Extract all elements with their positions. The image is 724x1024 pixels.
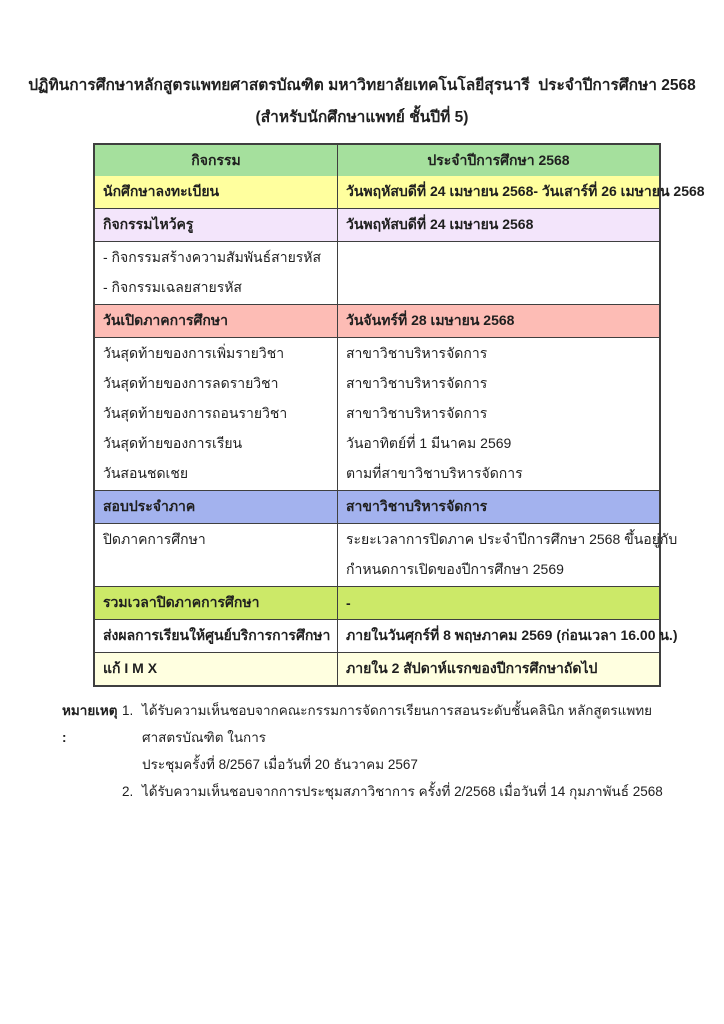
activity-cell: [95, 620, 337, 652]
note-text-line: ประชุมครั้งที่ 8/2567 เมื่อวันที่ 20 ธันวาคม 2567: [142, 757, 418, 773]
value-line: ตามที่สาขาวิชาบริหารจัดการ: [346, 465, 523, 482]
activity-line: นักศึกษาลงทะเบียน: [103, 183, 220, 200]
activity-cell: [95, 653, 337, 685]
activity-line: ส่งผลการเรียนให้ศูนย์บริการการศึกษา: [103, 627, 331, 644]
note-text-line: ได้รับความเห็นชอบจากคณะกรรมการจัดการเรียนการสอนระดับชั้นคลินิก หลักสูตรแพทยศาสตรบัณฑิต ในการ: [142, 703, 653, 746]
activity-line: วันสอนชดเชย: [103, 465, 189, 482]
table-row: [95, 490, 659, 523]
value-cell: [337, 242, 659, 304]
note-number: 2.: [122, 784, 134, 800]
value-line: สาขาวิชาบริหารจัดการ: [346, 345, 488, 362]
activity-cell: [95, 305, 337, 337]
value-line: สาขาวิชาบริหารจัดการ: [346, 498, 488, 515]
table-row: [95, 523, 678, 586]
value-line: วันพฤหัสบดีที่ 24 เมษายน 2568- วันเสาร์ที่ 26 เมษายน 2568: [346, 183, 705, 200]
activity-cell: [95, 491, 337, 523]
notes-label: หมายเหตุ :: [62, 703, 118, 746]
value-line: สาขาวิชาบริหารจัดการ: [346, 375, 488, 392]
value-cell: [337, 209, 659, 241]
header-value-label: ประจำปีการศึกษา 2568: [427, 151, 570, 168]
activity-line: วันสุดท้ายของการลดรายวิชา: [103, 375, 279, 392]
value-line: ภายในวันศุกร์ที่ 8 พฤษภาคม 2569 (ก่อนเวลา 16.00 น.): [346, 627, 678, 644]
activity-line: สอบประจำภาค: [103, 498, 196, 515]
table-row: [95, 337, 659, 490]
page-title: ปฏิทินการศึกษาหลักสูตรแพทยศาสตรบัณฑิต มหาวิทยาลัยเทคโนโลยีสุรนารี ประจำปีการศึกษา 2568: [28, 77, 696, 94]
value-line: ภายใน 2 สัปดาห์แรกของปีการศึกษาถัดไป: [346, 660, 598, 677]
activity-line: แก้ I M X: [103, 660, 158, 677]
table-header-row: [95, 145, 659, 176]
value-cell: [337, 338, 659, 490]
page-subtitle: (สำหรับนักศึกษาแพทย์ ชั้นปีที่ 5): [255, 109, 469, 127]
activity-line: - กิจกรรมสร้างความสัมพันธ์สายรหัส: [103, 249, 322, 266]
activity-line: วันสุดท้ายของการถอนรายวิชา: [103, 405, 288, 422]
activity-line: วันเปิดภาคการศึกษา: [103, 312, 228, 329]
value-line: สาขาวิชาบริหารจัดการ: [346, 405, 488, 422]
calendar-table-body: [95, 176, 705, 685]
activity-line: - กิจกรรมเฉลยสายรหัส: [103, 279, 242, 296]
activity-line: วันสุดท้ายของการเรียน: [103, 435, 243, 452]
activity-cell: [95, 176, 337, 208]
activity-line: วันสุดท้ายของการเพิ่มรายวิชา: [103, 345, 285, 362]
table-row: [95, 304, 659, 337]
value-line: -: [346, 595, 351, 612]
notes-section: [62, 697, 682, 805]
activity-cell: [95, 587, 337, 619]
table-row: [95, 652, 659, 685]
table-row: [95, 586, 659, 619]
table-row: [95, 208, 659, 241]
value-cell: [337, 653, 659, 685]
value-cell: [337, 524, 685, 586]
header-activity-label: กิจกรรม: [191, 151, 241, 168]
notes-label: [62, 778, 122, 805]
activity-cell: [95, 209, 337, 241]
table-row: [95, 619, 678, 652]
note-number: 1.: [122, 703, 134, 719]
activity-cell: [95, 524, 337, 586]
activity-line: กิจกรรมไหว้ครู: [103, 216, 194, 233]
value-line: วันจันทร์ที่ 28 เมษายน 2568: [346, 312, 515, 329]
value-cell: [337, 176, 713, 208]
value-line: ระยะเวลาการปิดภาค ประจำปีการศึกษา 2568 ขึ้นอยู่กับ: [346, 531, 678, 548]
note-text: [142, 697, 682, 778]
calendar-table: [93, 143, 705, 687]
activity-line: รวมเวลาปิดภาคการศึกษา: [103, 594, 260, 611]
value-cell: [337, 305, 659, 337]
note-item: [62, 778, 682, 805]
note-item: [62, 697, 682, 778]
activity-cell: [95, 338, 337, 490]
table-row: [95, 176, 705, 208]
value-line: วันพฤหัสบดีที่ 24 เมษายน 2568: [346, 216, 534, 233]
header-activity-cell: [95, 145, 337, 176]
note-text-line: ได้รับความเห็นชอบจากการประชุมสภาวิชาการ ครั้งที่ 2/2568 เมื่อวันที่ 14 กุมภาพันธ์ 2568: [142, 784, 663, 800]
table-row: [95, 241, 659, 304]
header-value-cell: [337, 145, 659, 176]
value-cell: [337, 491, 659, 523]
value-line: กำหนดการเปิดของปีการศึกษา 2569: [346, 561, 564, 578]
value-cell: [337, 620, 686, 652]
value-line: วันอาทิตย์ที่ 1 มีนาคม 2569: [346, 435, 512, 452]
activity-cell: [95, 242, 337, 304]
note-text: [142, 778, 682, 805]
activity-line: ปิดภาคการศึกษา: [103, 531, 206, 548]
value-cell: [337, 587, 659, 619]
